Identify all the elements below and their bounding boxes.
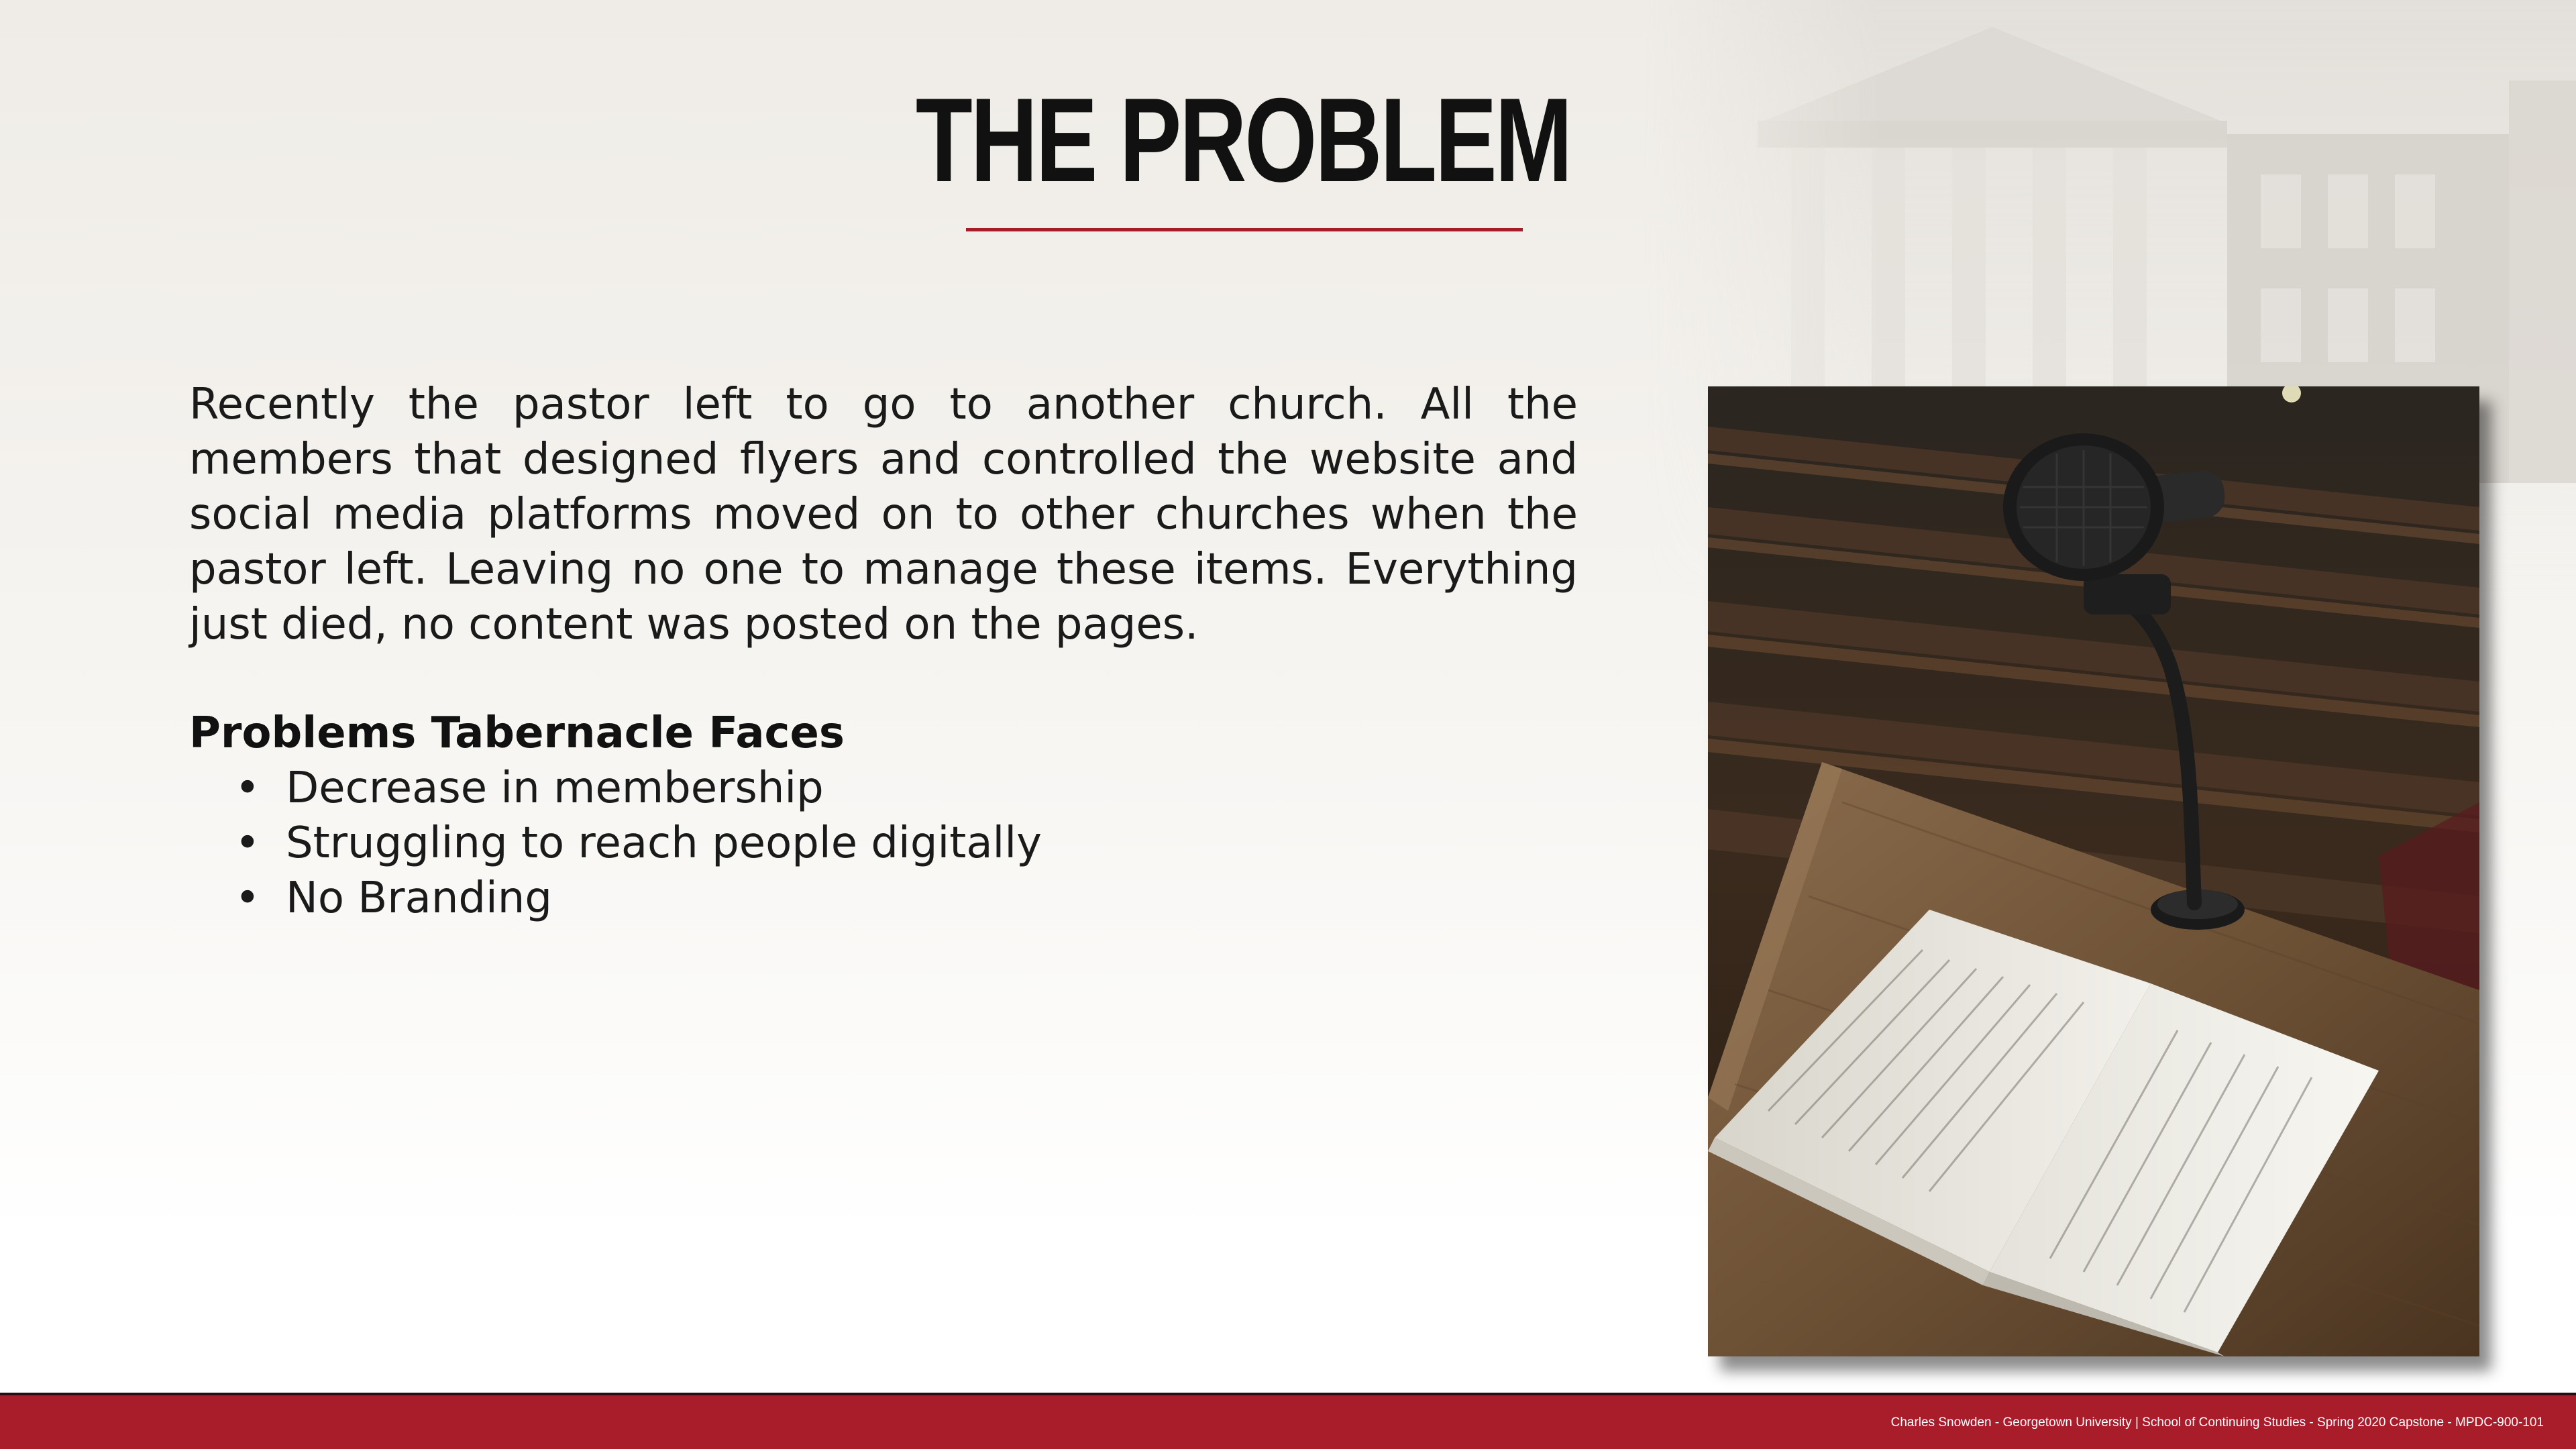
list-item [235,871,1042,926]
problems-list [235,761,1042,926]
list-item [235,761,1042,816]
bullet-icon: • [235,818,260,868]
list-item [235,816,1042,871]
list-item-text: Decrease in membership [286,763,824,813]
footer-bar [0,1393,2576,1449]
bullet-icon: • [235,763,260,813]
pulpit-microphone-bible-image [1708,386,2479,1356]
footer-credit: Charles Snowden - Georgetown University | School of Continuing Studies - Spring 2020 Capstone - MPDC-900-101 [1890,1415,2544,1430]
list-item-text: No Branding [286,873,552,923]
problems-heading: Problems Tabernacle Faces [189,708,845,758]
body-paragraph: Recently the pastor left to go to another church. All the members that designed flyers and controlled the website and social media platforms moved on to other churches when the pastor left. Leaving no one to manage these items. Everything just died, no content was posted on the pages. [189,380,1578,649]
title-underline [966,228,1523,231]
bullet-icon: • [235,873,260,923]
pulpit-photo [1708,386,2479,1356]
slide-title: THE PROBLEM [915,73,1571,207]
list-item-text: Struggling to reach people digitally [286,818,1042,868]
